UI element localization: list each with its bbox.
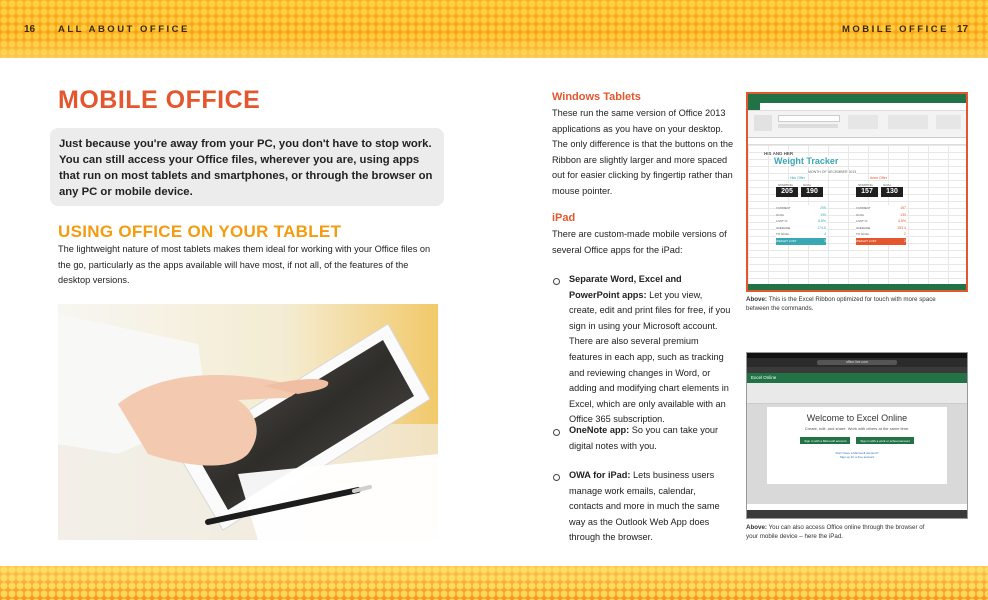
ipad-text: There are custom-made mobile versions of several Office apps for the iPad: xyxy=(552,229,727,255)
welcome-dialog xyxy=(767,407,947,484)
brand-title: Weight Tracker xyxy=(774,156,839,166)
page-title: MOBILE OFFICE xyxy=(58,86,261,114)
left-running-head: ALL ABOUT OFFICE xyxy=(58,24,190,35)
bullet-apps: Separate Word, Excel and PowerPoint apps: Let you view, create, edit and print files for free, if you sign in using your Microsoft account. There are also several premium features in each app, such as tracking and reviewing changes in Word, or adding and modifying chart elements in Excel, which are only available with an Office 365 subscription. xyxy=(569,274,731,425)
her-goal: 130 xyxy=(881,187,903,197)
his-label: Him Offer xyxy=(790,176,805,180)
caption-ribbon: Above: This is the Excel Ribbon optimized for touch with more space between the commands. xyxy=(746,296,936,312)
footer-band xyxy=(0,566,988,600)
excel-title-bar xyxy=(748,94,966,103)
browser-bar xyxy=(747,358,967,367)
sign-in-microsoft-button[interactable]: Sign in with a Microsoft account xyxy=(800,437,850,444)
address-bar: office.live.com xyxy=(817,360,897,365)
brand-small: HIS AND HER xyxy=(764,151,794,156)
section-body: The lightweight nature of most tablets makes them ideal for working with your Office files on the go, particularly as the apps available will have most, if not all, of the features of the desktop versions. xyxy=(58,244,431,285)
no-account-link[interactable]: Don't have a Microsoft account? xyxy=(835,451,879,455)
stat-label: GOAL xyxy=(883,183,892,187)
her-starting: 157 xyxy=(856,187,878,197)
excel-online-footer xyxy=(747,510,967,518)
his-row-labels: CURRENT GOAL LOST % AVERAGE TO GOAL WEIGHT LOST xyxy=(776,205,824,245)
ribbon-tabs xyxy=(748,103,966,111)
stat-label: GOAL xyxy=(803,183,812,187)
his-starting: 205 xyxy=(776,187,798,197)
left-page-number: 16 xyxy=(24,24,36,35)
tablet-photo xyxy=(58,304,438,540)
intro-box: Just because you're away from your PC, you don't have to stop work. You can still access your Office files, wherever you are, using apps that run on most tablets and smartphones, or through the browser on any PC or mobile device. xyxy=(50,128,444,206)
spreadsheet-grid xyxy=(748,145,966,285)
excel-online-body xyxy=(747,404,967,504)
excel-online-header xyxy=(747,373,967,383)
windows-tablets-heading: Windows Tablets xyxy=(552,91,641,103)
excel-status-bar xyxy=(748,284,966,290)
bullet-marker xyxy=(553,425,565,437)
tablet-illustration xyxy=(58,304,438,540)
her-label: Anne Offer xyxy=(870,176,887,180)
welcome-title: Welcome to Excel Online xyxy=(806,413,908,423)
windows-tablets-text: These run the same version of Office 2013 applications as you have on your desktop. The only difference is that the buttons on the Ribbon are slightly larger and more spaced out for easier clicking by fingertip rather than mouse pointer. xyxy=(552,108,734,196)
her-row-labels: CURRENT GOAL LOST % AVERAGE TO GOAL WEIGHT LOST xyxy=(856,205,904,245)
section-title: USING OFFICE ON YOUR TABLET xyxy=(58,222,342,241)
right-running-head: MOBILE OFFICE xyxy=(842,24,949,35)
excel-online-ribbon xyxy=(747,383,967,404)
her-row-values: 157 130 4.5% 153.4 2 2 xyxy=(894,205,906,245)
formula-bar xyxy=(748,138,966,145)
bullet-marker xyxy=(553,470,565,482)
stat-label: STARTING xyxy=(778,183,793,187)
ipad-heading: iPad xyxy=(552,212,576,224)
excel-ribbon-screenshot xyxy=(746,92,968,292)
month-label: MONTH OF DECEMBER 2013 xyxy=(808,170,857,174)
bullet-owa: OWA for iPad: Lets business users manage work emails, calendar, contacts and more in much the same way as the Outlook Web App does through the browser. xyxy=(569,470,720,543)
caption-ipad: Above: You can also access Office online through the browser of your mobile device – here the iPad. xyxy=(746,524,925,540)
excel-online-screenshot xyxy=(746,352,968,519)
signup-link[interactable]: Sign up for a free account xyxy=(839,455,875,459)
bullet-marker xyxy=(553,274,565,286)
right-page-number: 17 xyxy=(957,24,969,35)
stat-label: STARTING xyxy=(858,183,873,187)
ribbon-commands xyxy=(748,111,966,138)
app-name: Excel Online xyxy=(751,375,777,380)
his-goal: 190 xyxy=(801,187,823,197)
his-row-values: 205 190 6.8% 174.5 4 3 xyxy=(814,205,826,245)
bullet-onenote: OneNote app: So you can take your digital notes with you. xyxy=(569,425,719,451)
sign-in-work-button[interactable]: Sign in with a work or school account xyxy=(856,437,913,444)
welcome-subtitle: Create, edit, and share. Work with others at the same time. xyxy=(804,426,910,431)
